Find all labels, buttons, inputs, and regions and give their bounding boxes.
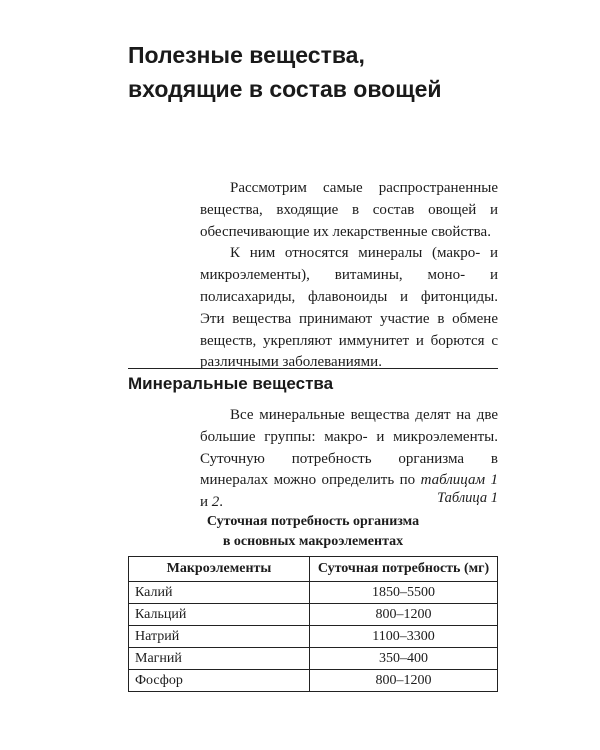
table-row bbox=[129, 670, 498, 692]
element-requirement: 800–1200 bbox=[310, 604, 498, 626]
table-caption-line-2: в основных макроэлементах bbox=[222, 533, 404, 549]
element-name: Кальций bbox=[129, 604, 310, 626]
intro-text bbox=[200, 178, 498, 374]
table-row bbox=[129, 648, 498, 670]
chapter-title bbox=[128, 38, 548, 106]
table-row bbox=[129, 604, 498, 626]
section-divider bbox=[128, 368, 498, 369]
minerals-paragraph-and: и bbox=[200, 494, 212, 511]
column-header-requirement: Суточная потребность (мг) bbox=[310, 557, 498, 582]
element-name: Калий bbox=[129, 582, 310, 604]
table-caption-line-1: Суточная потребность организма bbox=[206, 514, 420, 529]
section-heading: Минеральные вещества bbox=[128, 374, 334, 393]
table-row bbox=[129, 582, 498, 604]
table-label: Таблица 1 bbox=[437, 490, 498, 506]
macroelements-table bbox=[128, 556, 498, 692]
intro-paragraph-1: Рассмотрим самые распространенные вещества, входящие в состав овощей и обеспечивающие их лекарственные свойства. bbox=[200, 180, 498, 240]
element-name: Магний bbox=[129, 648, 310, 670]
table-caption bbox=[128, 512, 498, 551]
element-requirement: 1100–3300 bbox=[310, 626, 498, 648]
minerals-paragraph-end: . bbox=[219, 494, 224, 511]
intro-paragraph-2: К ним относятся минералы (макро- и микроэлементы), витамины, моно- и полисахариды, флавоноиды и фитонциды. Эти вещества принимают участие в обмене веществ, укрепляют иммунитет и борются с различными заболеваниями. bbox=[200, 245, 498, 371]
minerals-paragraph-text: Все минеральные вещества делят на две большие группы: макро- и микроэлементы. Суточную потребность организма в минералах можно определить по bbox=[200, 407, 498, 489]
chapter-title-line-1: Полезные вещества, bbox=[128, 42, 365, 68]
table-header-row bbox=[129, 557, 498, 582]
table-reference-2: 2 bbox=[211, 494, 220, 511]
column-header-element: Макроэлементы bbox=[129, 557, 310, 582]
element-name: Фосфор bbox=[129, 670, 310, 692]
element-requirement: 1850–5500 bbox=[310, 582, 498, 604]
chapter-title-line-2: входящие в состав овощей bbox=[128, 76, 442, 102]
table-row bbox=[129, 626, 498, 648]
table-reference-1: таблицам 1 bbox=[420, 472, 498, 489]
element-requirement: 350–400 bbox=[310, 648, 498, 670]
element-requirement: 800–1200 bbox=[310, 670, 498, 692]
element-name: Натрий bbox=[129, 626, 310, 648]
